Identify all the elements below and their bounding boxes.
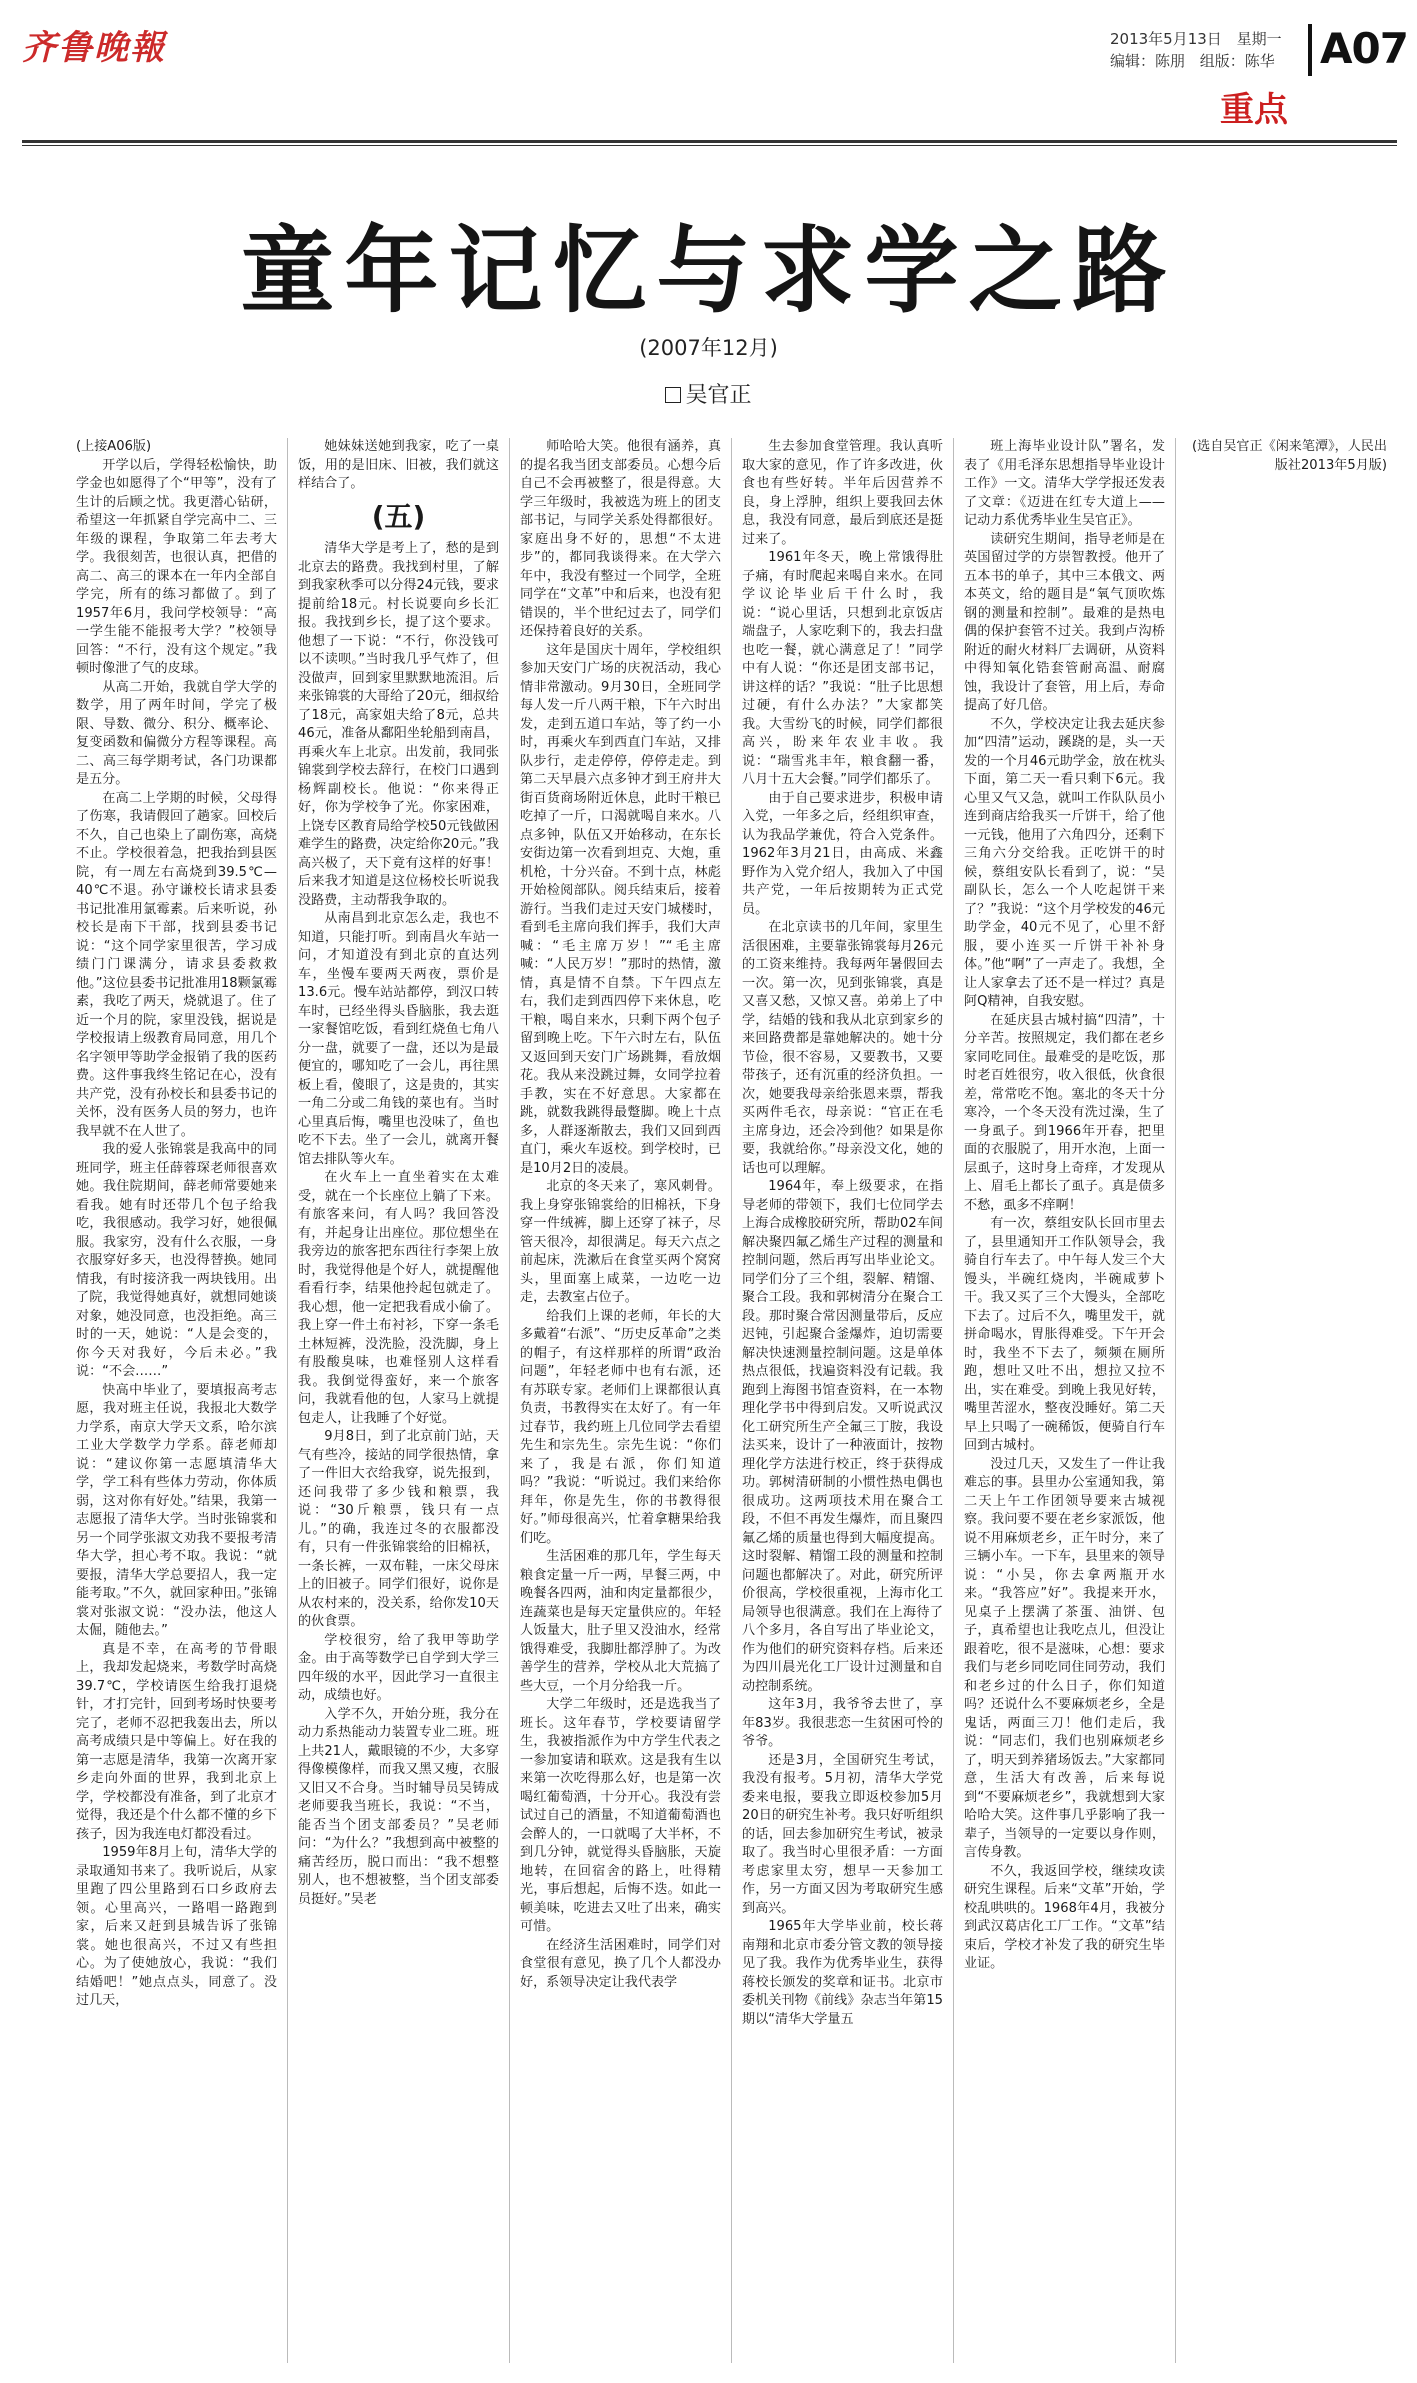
article-paragraph: 清华大学是考上了，愁的是到北京去的路费。我找到村里，了解到我家秋季可以分得24元钱，要求提前给18元。村长说要向乡长汇报。我找到乡长，提了这个要求。他想了一下说：“不行，你没钱可以不读呗。”当时我几乎气炸了，但没做声，回到家里默默地流泪。后来张锦裳的大哥给了20元，细叔给了18元，高家姐夫给了8元，总共46元，准备从鄱阳坐轮船到南昌，再乘火车上北京。出发前，我同张锦裳到学校去辞行，在校门口遇到杨辉副校长。他说：“你来得正好，你为学校争了光。你家困难，上饶专区教育局给学校50元钱做困难学生的路费，决定给你20元。”我高兴极了，天下竟有这样的好事！后来我才知道是这位杨校长听说我没路费，主动帮我争取的。: [298, 541, 499, 908]
designer-credit: 组版：陈华: [1199, 52, 1275, 70]
article-subhead: (五): [371, 499, 426, 533]
article-paragraph: 从南昌到北京怎么走，我也不知道，只能打听。到南昌火车站一问，才知道没有到北京的直达列车，坐慢车要两天两夜，票价是13.6元。慢车站站都停，到汉口转车时，已经坐得头昏脑胀，我去逛一家餐馆吃饭，看到红烧鱼七角八分一盘，就要了一盘，还以为是最便宜的，哪知吃了一会儿，再往黑板上看，傻眼了，这是贵的，其实一角二分或二角钱的菜也有。当时心里真后悔，嘴里也没味了，鱼也吃不下去。坐了一会儿，就离开餐馆去排队等火车。: [298, 911, 499, 1167]
article-paragraph: 我的爱人张锦裳是我高中的同班同学，班主任薛蓉琛老师很喜欢她。我住院期间，薛老师常要她来看我。她有时还带几个包子给我吃，我很感动。我学习好，她很佩服。我家穷，没有什么衣服，一身衣服穿好多天，也没得替换。她同情我，有时接济我一两块钱用。出了院，我觉得她真好，就想同她谈对象，她没同意，也没拒绝。高三时的一天，她说：“人是会变的，你今天对我好，今后未必。”我说：“不会……”: [76, 1142, 277, 1379]
masthead-rule-thin: [22, 145, 1397, 146]
page-number-bar: [1308, 24, 1312, 76]
author-name: 吴官正: [685, 383, 752, 408]
article-paragraph: 师哈哈大笑。他很有涵养，真的提名我当团支部委员。心想今后自己不会再被整了，很是得意。大学三年级时，我被选为班上的团支部书记，与同学关系处得都很好。家庭出身不好的，思想“不太进步”的，都同我谈得来。在大学六年中，我没有整过一个同学，全班同学在“文革”中和后来，也没有犯错误的，半个世纪过去了，同学们还保持着良好的关系。: [520, 439, 721, 639]
article-paragraph: 班上海毕业设计队”署名，发表了《用毛泽东思想指导毕业设计工作》一文。清华大学学报还发表了文章：《迈进在红专大道上——记动力系优秀毕业生吴官正》。: [964, 439, 1165, 528]
page-number: A07: [1320, 24, 1408, 73]
article-paragraph: 由于自己要求进步，积极申请入党，一年多之后，经组织审查，认为我品学兼优，符合入党条件。1962年3月21日，由高成、米鑫野作为入党介绍人，我加入了中国共产党，一年后按期转为正式党员。: [742, 790, 943, 917]
article-paragraph: 开学以后，学得轻松愉快，助学金也如愿得了个“甲等”，没有了生计的后顾之忧。我更潜心钻研，希望这一年抓紧自学完高中二、三年级的课程，争取第二年去考大学。我很刻苦，也很认真，把借的高二、高三的课本在一年内全部自学完，所有的练习都做了。到了1957年6月，我问学校领导：“高一学生能不能报考大学？”校领导回答：“不行，没有这个规定。”我顿时像泄了气的皮球。: [76, 457, 277, 676]
article-date: (2007年12月): [639, 336, 778, 360]
masthead-rule: [22, 140, 1397, 143]
article-paragraph: 在火车上一直坐着实在太难受，就在一个长座位上躺了下来。有旅客来问，有人吗？我回答没有，并起身让出座位。那位想坐在我旁边的旅客把东西往行李架上放时，我觉得他是个好人，就提醒他看看行李，结果他拎起包就走了。我心想，他一定把我看成小偷了。我上穿一件土布衬衫，下穿一条毛土林短裤，没洗脸，没洗脚，身上有股酸臭味，也难怪别人这样看我。我倒觉得蛮好，来一个旅客问，我就看他的包，人家马上就提包走人，让我睡了个好觉。: [298, 1170, 499, 1426]
article-paragraph: 这年是国庆十周年，学校组织参加天安门广场的庆祝活动，我心情非常激动。9月30日，全班同学每人发一斤八两干粮，下午六时出发，走到五道口车站，等了约一小时，再乘火车到西直门车站，又排队步行，走走停停，停停走走。到第二天早晨六点多钟才到王府井大街百货商场附近休息，此时干粮已吃掉了一斤，口渴就喝自来水。八点多钟，队伍又开始移动，在东长安街边第一次看到坦克、大炮，重机枪，十分兴奋。不到十点，林彪开始检阅部队。阅兵结束后，接着游行。当我们走过天安门城楼时，看到毛主席向我们挥手，我们大声喊：“毛主席万岁！”“毛主席喊：“人民万岁！”那时的热情，激情，真是情不自禁。下午四点左右，我们走到西四停下来休息，吃干粮，喝自来水，只剩下两个包子留到晚上吃。下午六时左右，队伍又返回到天安门广场跳舞，看放烟花。我从来没跳过舞，女同学拉着手教，实在不好意思。大家都在跳，就数我跳得最蹩脚。晚上十点多，人群逐渐散去，我们又回到西直门，乘火车返校。到学校时，已是10月2日的凌晨。: [520, 642, 721, 1176]
article-paragraph: 在北京读书的几年间，家里生活很困难，主要靠张锦裳每月26元的工资来维持。我每两年暑假回去一次。第一次，见到张锦裳，真是又喜又愁，又惊又喜。弟弟上了中学，结婚的钱和我从北京到家乡的来回路费都是靠她解决的。她十分节俭，很不容易，又要教书，又要带孩子，还有沉重的经济负担。一次，她要我母亲给张恩来票，帮我买两件毛衣，母亲说：“官正在毛主席身边，还会冷到他？如果是你要，我就给你。”母亲没文化，她的话也可以理解。: [742, 920, 943, 1176]
text-column-1: [76, 438, 277, 2363]
article-source-note: (选自吴官正《闲来笔潭》，人民出版社2013年5月版): [1192, 439, 1387, 473]
article-paragraph: 给我们上课的老师，年长的大多戴着“右派”、“历史反革命”之类的帽子，有这样那样的所谓“政治问题”，年轻老师中也有右派，还有苏联专家。老师们上课都很认真负责，书教得实在太好了。有一年过春节，我约班上几位同学去看望先生和宗先生。宗先生说：“你们来了，我是右派，你们知道吗？”我说：“听说过。我们来给你拜年，你是先生，你的书教得很好。”师母很高兴，忙着拿糖果给我们吃。: [520, 1308, 721, 1546]
text-column-2: [298, 438, 499, 2363]
column-divider: [731, 438, 732, 2363]
article-paragraph: (上接A06版): [76, 439, 152, 454]
article-paragraph: 读研究生期间，指导老师是在英国留过学的方崇智教授。他开了五本书的单子，其中三本俄文、两本英文，给的题目是“氧气顶吹炼钢的测量和控制”。最难的是热电偶的保护套管不过关。我到卢沟桥附近的耐火材料厂去调研，从资料中得知氧化锆套管耐高温、耐腐蚀，我设计了套管，用上后，寿命提高了好几倍。: [964, 531, 1165, 713]
article-title: 童年记忆与求学之路: [240, 217, 1177, 326]
article-paragraph: 还是3月，全国研究生考试，我没有报考。5月初，清华大学党委来电报，要我立即返校参加5月20日的研究生补考。我只好听组织的话，回去参加研究生考试，被录取了。我当时心里很矛盾：一方面考虑家里太穷，想早一天参加工作，另一方面又因为考取研究生感到高兴。: [742, 1752, 943, 1916]
article-paragraph: 大学二年级时，还是选我当了班长。这年春节，学校要请留学生，我被指派作为中方学生代表之一参加宴请和联欢。这是我有生以来第一次吃得那么好，也是第一次喝红葡萄酒，十分开心。我没有尝试过自己的酒量，不知道葡萄酒也会醉人的，一口就喝了大半杯，不到几分钟，就觉得头昏脑胀，天旋地转，在回宿舍的路上，吐得精光，事后想起，后悔不迭。如此一顿美味，吃进去又吐了出来，确实可惜。: [520, 1697, 721, 1934]
article-paragraph: 生去参加食堂管理。我认真听取大家的意见，作了许多改进，伙食也有些好转。半年后因营养不良，身上浮肿，组织上要我回去休息，我没有同意，最后到底还是挺过来了。: [742, 439, 943, 547]
article-paragraph: 没过几天，又发生了一件让我难忘的事。县里办公室通知我，第二天上午工作团领导要来古城视察。我问要不要在老乡家派饭，他说不用麻烦老乡，正午时分，来了三辆小车。一下车，县里来的领导说：“小吴，你去拿两瓶开水来。“我答应”好”。我提来开水，见桌子上摆满了茶蛋、油饼、包子，真希望也让我吃点儿，但没让跟着吃，很不是滋味，心想：要求我们与老乡同吃同住同劳动，我们和老乡过的什么日子，你们知道吗？还说什么不要麻烦老乡，全是鬼话，两面三刀！他们走后，我说：“同志们，我们也别麻烦老乡了，明天到养猪场饭去。”大家都同意，生活大有改善，后来每说到“不要麻烦老乡”，我就想到大家哈哈大笑。这件事几乎影响了我一辈子，当领导的一定要以身作则，言传身教。: [964, 1456, 1165, 1860]
text-column-3: [520, 438, 721, 2363]
article-body: [76, 438, 1397, 2363]
article-paragraph: 9月8日，到了北京前门站，天气有些冷，接站的同学很热情，拿了一件旧大衣给我穿，说先报到，还问我带了多少钱和粮票，我说：“30斤粮票，钱只有一点儿。”的确，我连过冬的衣服都没有，只有一件张锦裳给的旧棉袄，一条长裤，一双布鞋，一床父母床上的旧被子。同学们很好，说你是从农村来的，没关系，给你发10天的伙食票。: [298, 1429, 499, 1629]
article-byline: [0, 378, 1417, 409]
article-paragraph: 在延庆县古城村搞“四清”，十分辛苦。按照规定，我们都在老乡家同吃同住。最难受的是吃饭，那时老百姓很穷，收入很低，伙食很差，常常吃不饱。塞北的冬天十分寒冷，一个冬天没有洗过澡，生了一身虱子。到1966年开春，把里面的衣服脱了，用开水泡，上面一层虱子，这时身上奇痒，才发现从上、眉毛上都长了虱子。真是债多不愁，虱多不痒啊！: [964, 1012, 1165, 1213]
article-paragraph: 北京的冬天来了，寒风刺骨。我上身穿张锦裳给的旧棉袄，下身穿一件绒裤，脚上还穿了袜子，尽管天很冷，却很满足。每天六点之前起床，洗漱后在食堂买两个窝窝头，里面塞上咸菜，一边吃一边走，去教室占位子。: [520, 1179, 721, 1305]
article-paragraph: 1961年冬天，晚上常饿得肚子痛，有时爬起来喝自来水。在同学议论毕业后干什么时，我说：“说心里话，只想到北京饭店端盘子，人家吃剩下的，我去扫盘也吃一餐，就心满意足了！”同学中有人说：“你还是团支部书记，讲这样的话？”我说：“肚子比思想过硬，有什么办法？”大家都笑我。大雪纷飞的时候，同学们都很高兴，盼来年农业丰收。我说：“瑞雪兆丰年，粮食翻一番，八月十五大会餐。”同学们都乐了。: [742, 550, 943, 787]
article-paragraph: 有一次，蔡组安队长回市里去了，县里通知开工作队领导会，我骑自行车去了。中午每人发三个大馒头，半碗红烧肉，半碗咸萝卜干。我又买了三个大馒头，全部吃下去了。过后不久，嘴里发干，就拼命喝水，胃胀得难受。下午开会时，我坐不下去了，频频在厕所跑，想吐又吐不出，想拉又拉不出，实在难受。到晚上我见好转，嘴里苦涩水，整夜没睡好。第二天早上只喝了一碗稀饭，便骑自行车回到古城村。: [964, 1216, 1165, 1453]
text-column-6: [1186, 438, 1387, 2363]
column-divider: [1175, 438, 1176, 2363]
article-paragraph: 生活困难的那几年，学生每天粮食定量一斤一两，早餐三两，中晚餐各四两，油和肉定量都很少，连蔬菜也是每天定量供应的。年轻人饭量大，肚子里又没油水，经常饿得难受，我脚肚都浮肿了。为改善学生的营养，学校从北大荒搞了些大豆，一个月分给我一斤。: [520, 1549, 721, 1694]
article-paragraph: 从高二开始，我就自学大学的数学，用了两年时间，学完了极限、导数、微分、积分、概率论、复变函数和偏微分方程等课程。高二、高三每学期考试，各门功课都是五分。: [76, 679, 277, 787]
article-paragraph: 真是不幸，在高考的节骨眼上，我却发起烧来，考数学时高烧39.7℃，学校请医生给我打退烧针，才打完针，回到考场时快要考完了，老师不忍把我轰出去，所以高考成绩只是中等偏上。好在我的第一志愿是清华，我第一次离开家乡走向外面的世界，我到北京上学，学校都没有准备，到了北京才觉得，我还是个什么都不懂的乡下孩子，因为我连电灯都没看过。: [76, 1641, 277, 1842]
article-paragraph: 1959年8月上旬，清华大学的录取通知书来了。我听说后，从家里跑了四公里路到石口乡政府去领。心里高兴，一路唱一路跑到家，后来又赶到县城告诉了张锦裳。她也很高兴，不过又有些担心。为了使她放心，我说：“我们结婚吧！”她点点头，同意了。没过几天，: [76, 1845, 277, 2008]
article-paragraph: 1964年，奉上级要求，在指导老师的带领下，我们七位同学去上海合成橡胶研究所，帮助02车间解决聚四氟乙烯生产过程的测量和控制问题，然后再写出毕业论文。同学们分了三个组，裂解、精馏、聚合工段。我和郭树清分在聚合工段。那时聚合常因测量带后，反应迟钝，引起聚合釜爆炸，迫切需要解决快速测量控制问题。这是单体热点很低，找遍资料没有记载。我跑到上海图书馆查资料，在一本物理化学书中得到启发。又听说武汉化工研究所生产全氟三丁胺，我设法买来，设计了一种液面计，按物理化学方法进行校正，终于获得成功。郭树清研制的小惯性热电偶也很成功。这两项技术用在聚合工段，不但不再发生爆炸，而且聚四氟乙烯的质量也得到大幅度提高。这时裂解、精馏工段的测量和控制问题也都解决了。对此，研究所评价很高，学校很重视，上海市化工局领导也很满意。我们在上海待了八个多月，各自写出了毕业论文，作为他们的研究资料存档。后来还为四川晨光化工厂设计过测量和自动控制系统。: [742, 1179, 943, 1694]
column-divider: [287, 438, 288, 2363]
article-paragraph: 不久，我返回学校，继续攻读研究生课程。后来“文革”开始，学校乱哄哄的。1968年4月，我被分到武汉葛店化工厂工作。“文革”结束后，学校才补发了我的研究生毕业证。: [964, 1863, 1165, 1971]
article-paragraph: 学校很穷，给了我甲等助学金。由于高等数学已自学到大学三四年级的水平，因此学习一直很主动，成绩也好。: [298, 1632, 499, 1703]
section-label: 重点: [1220, 90, 1288, 130]
text-column-4: [742, 438, 943, 2363]
article-paragraph: 在高二上学期的时候，父母得了伤寒，我请假回了趟家。回校后不久，自己也染上了副伤寒，高烧不止。学校很着急，把我抬到县医院，有一周左右高烧到39.5℃—40℃不退。孙守谦校长请求县委书记批准用氯霉素。后来听说，孙校长是南下干部，找到县委书记说：“这个同学家里很苦，学习成绩门门课满分，请求县委救救他。”这位县委书记批准用18颗氯霉素，我吃了两天，烧就退了。住了近一个月的院，家里没钱，据说是学校报请上级教育局同意，用几个名字领甲等助学金报销了我的医药费。这件事我终生铭记在心，没有共产党，没有孙校长和县委书记的关怀，没有医务人员的努力，也许我早就不在人世了。: [76, 790, 277, 1139]
article-paragraph: 这年3月，我爷爷去世了，享年83岁。我很悲恋一生贫困可怜的爷爷。: [742, 1697, 943, 1749]
article-paragraph: 1965年大学毕业前，校长蒋南翔和北京市委分管文教的领导接见了我。我作为优秀毕业生，获得蒋校长颁发的奖章和证书。北京市委机关刊物《前线》杂志当年第15期以“清华大学量五: [742, 1919, 943, 2027]
article-paragraph: 入学不久，开始分班，我分在动力系热能动力装置专业二班。班上共21人，戴眼镜的不少，大多穿得像模像样，而我又黑又瘦，衣服又旧又不合身。当时辅导员吴铸成老师要我当班长，我说：“不当，能否当个团支部委员？”吴老师问：“为什么？”我想到高中被整的痛苦经历，脱口而出：“我不想整别人，也不想被整，当个团支部委员挺好。”吴老: [298, 1706, 499, 1907]
article-paragraph: 不久，学校决定让我去延庆参加“四清”运动，蹊跷的是，头一天发的一个月46元助学金，放在枕头下面，第二天一看只剩下6元。我心里又气又急，就叫工作队队员小连到商店给我买一斤饼干，给了他一元钱，他用了六角四分，还剩下三角六分交给我。正吃饼干的时候，蔡组安队长看到了，说：“吴副队长，怎么一个人吃起饼干来了？”我说：“这个月学校发的46元助学金，40元不见了，心里不舒服，要小连买一斤饼干补补身体。”他“啊”了一声走了。我想，全让人家拿去了还不是一样过？真是阿Q精神，自我安慰。: [964, 716, 1165, 1009]
issue-date: 2013年5月13日: [1110, 30, 1222, 48]
column-divider: [509, 438, 510, 2363]
newspaper-logo: 齐鲁晚報: [22, 28, 166, 68]
masthead: [0, 0, 1417, 150]
article-paragraph: 她妹妹送她到我家，吃了一桌饭，用的是旧床、旧被，我们就这样结合了。: [298, 439, 499, 491]
article-paragraph: 快高中毕业了，要填报高考志愿，我对班主任说，我报北大数学力学系，南京大学天文系，哈尔滨工业大学数学力学系。薛老师却说：“建议你第一志愿填清华大学，学工科有些体力劳动，你体质弱，这对你有好处。”结果，我第一志愿报了清华大学。当时张锦裳和另一个同学张淑文劝我不要报考清华大学，担心考不取。我说：“就要报，清华大学总要招人，我一定能考取。”不久，就回家种田。”张锦裳对张淑文说：“没办法，他这人太倔，随他去。”: [76, 1382, 277, 1638]
text-column-5: [964, 438, 1165, 2363]
article-paragraph: 在经济生活困难时，同学们对食堂很有意见，换了几个人都没办好，系领导决定让我代表学: [520, 1937, 721, 1990]
issue-meta: [1110, 28, 1292, 72]
byline-box-icon: [665, 387, 681, 403]
editor-credit: 编辑：陈朋: [1110, 52, 1186, 70]
issue-weekday: 星期一: [1236, 30, 1282, 48]
column-divider: [953, 438, 954, 2363]
